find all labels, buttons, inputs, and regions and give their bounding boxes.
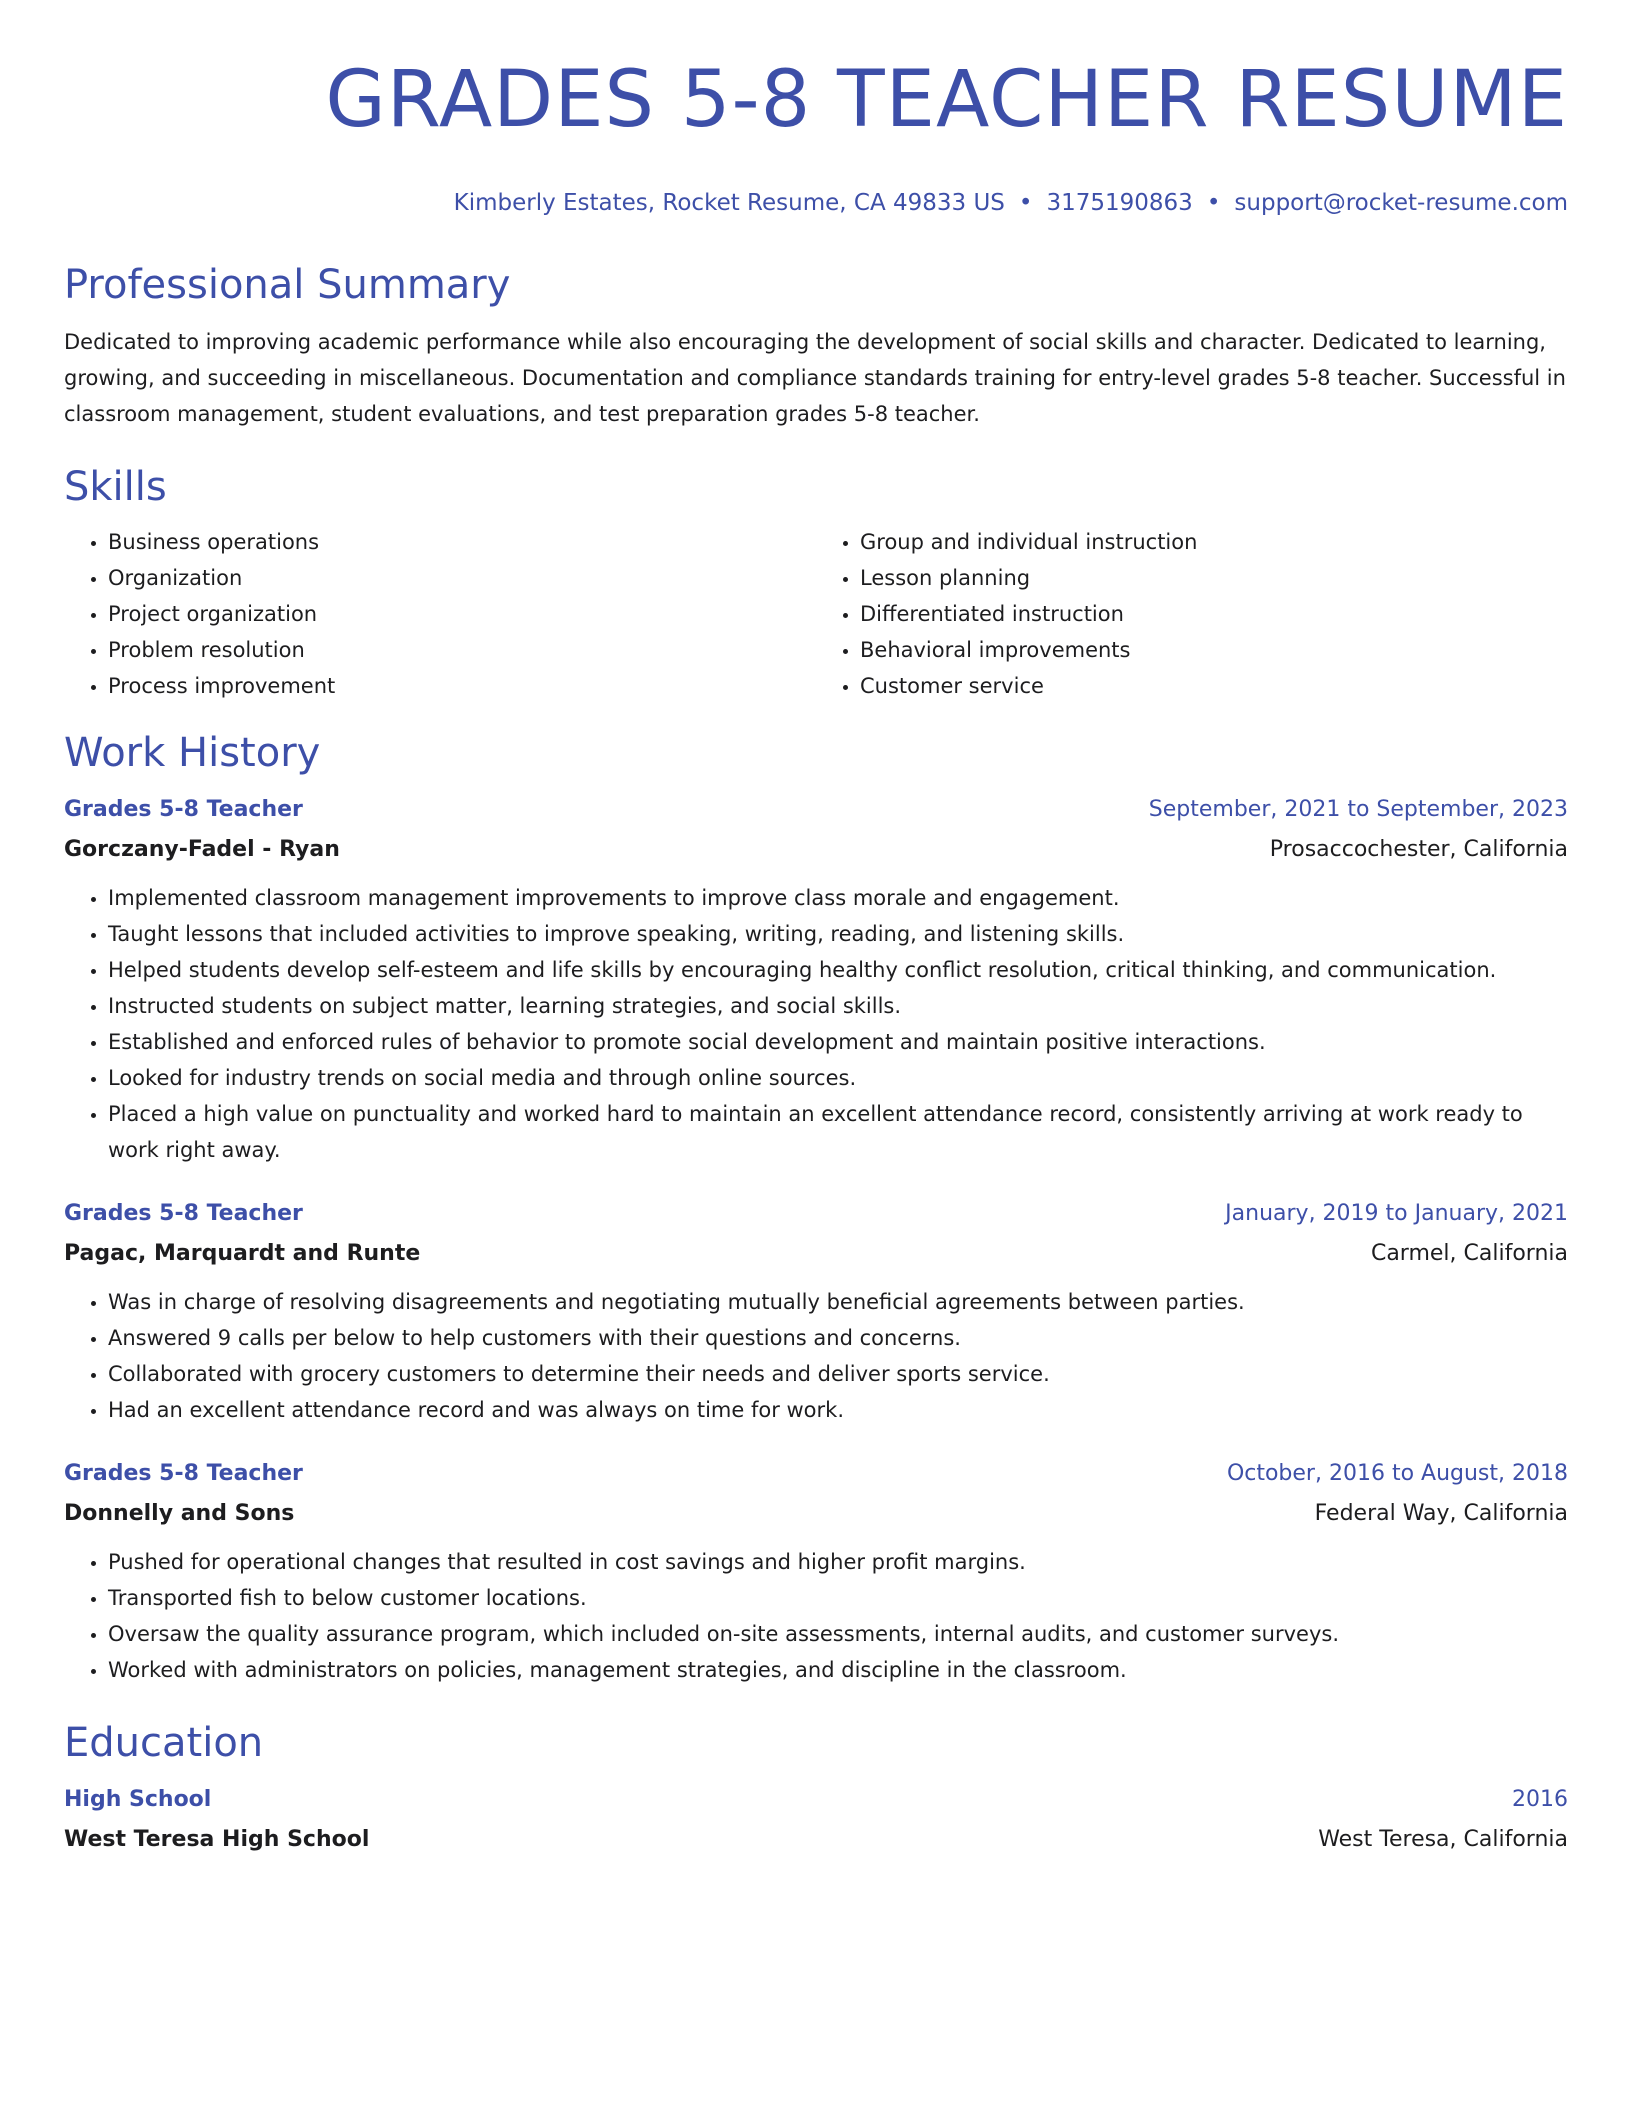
summary-heading: Professional Summary <box>64 262 511 308</box>
summary-text: Dedicated to improving academic performance while also encouraging the development of social skills and character. Dedicated to learning, growing, and succeeding in miscellaneous. Documentation and compliance standards training for entry-level grades 5-8 teacher. Successful in classroom management, student evaluations, and test preparation grades 5-8 teacher. <box>64 330 1566 426</box>
separator-dot: • <box>1206 190 1221 216</box>
job-bullet: • Was in charge of resolving disagreements and negotiating mutually beneficial agreements between parties. <box>108 1284 1568 1320</box>
job-company: Gorczany-Fadel - Ryan <box>64 837 340 862</box>
skill-item: • Business operations <box>108 524 816 560</box>
email[interactable]: support@rocket-resume.com <box>1234 190 1568 216</box>
job-dates: January, 2019 to January, 2021 <box>1225 1201 1568 1226</box>
phone: 3175190863 <box>1046 190 1193 216</box>
job-bullet: • Collaborated with grocery customers to determine their needs and deliver sports service. <box>108 1356 1568 1392</box>
job-bullet: • Transported fish to below customer locations. <box>108 1580 1568 1616</box>
job-dates: September, 2021 to September, 2023 <box>1148 797 1568 822</box>
resume-page <box>64 52 1568 1860</box>
job-location: Federal Way, California <box>1314 1501 1568 1526</box>
skill-item: • Project organization <box>108 596 816 632</box>
job-title: Grades 5-8 Teacher <box>64 797 303 822</box>
graduation-year: 2016 <box>1512 1787 1568 1812</box>
skill-item: • Problem resolution <box>108 632 816 668</box>
job-bullet: • Looked for industry trends on social media and through online sources. <box>108 1060 1568 1096</box>
job-entry <box>64 1194 1568 1428</box>
job-entry <box>64 1454 1568 1688</box>
job-dates: October, 2016 to August, 2018 <box>1226 1461 1568 1486</box>
school-location: West Teresa, California <box>1318 1827 1568 1852</box>
job-bullet: • Pushed for operational changes that resulted in cost savings and higher profit margins. <box>108 1544 1568 1580</box>
job-bullet: • Established and enforced rules of behavior to promote social development and maintain positive interactions. <box>108 1024 1568 1060</box>
job-title: Grades 5-8 Teacher <box>64 1201 303 1226</box>
job-entry <box>64 790 1568 1168</box>
skill-item: • Lesson planning <box>860 560 1568 596</box>
job-location: Prosaccochester, California <box>1269 837 1568 862</box>
job-location: Carmel, California <box>1370 1241 1568 1266</box>
skill-item: • Customer service <box>860 668 1568 704</box>
address: Kimberly Estates, Rocket Resume, CA 49833 US <box>453 190 1005 216</box>
job-bullet: • Answered 9 calls per below to help customers with their questions and concerns. <box>108 1320 1568 1356</box>
skill-item: • Process improvement <box>108 668 816 704</box>
job-company: Donnelly and Sons <box>64 1501 295 1526</box>
job-bullet: • Had an excellent attendance record and was always on time for work. <box>108 1392 1568 1428</box>
skill-item: • Organization <box>108 560 816 596</box>
job-bullets <box>64 1284 1568 1428</box>
job-bullet: • Helped students develop self-esteem and life skills by encouraging healthy conflict resolution, critical thinking, and communication. <box>108 952 1568 988</box>
skills-column-right <box>816 524 1568 704</box>
job-bullet: • Implemented classroom management improvements to improve class morale and engagement. <box>108 880 1568 916</box>
resume-title: GRADES 5-8 TEACHER RESUME <box>325 55 1568 145</box>
job-title: Grades 5-8 Teacher <box>64 1461 303 1486</box>
job-bullet: • Taught lessons that included activities to improve speaking, writing, reading, and listening skills. <box>108 916 1568 952</box>
school-name: West Teresa High School <box>64 1827 370 1852</box>
education-entry <box>64 1780 1568 1860</box>
work-history-heading: Work History <box>64 730 321 776</box>
education-heading: Education <box>64 1720 264 1766</box>
skills-heading: Skills <box>64 464 167 510</box>
job-bullet: • Instructed students on subject matter, learning strategies, and social skills. <box>108 988 1568 1024</box>
skill-item: • Differentiated instruction <box>860 596 1568 632</box>
job-bullet: • Placed a high value on punctuality and worked hard to maintain an excellent attendance record, consistently arriving at work ready to work right away. <box>108 1096 1568 1168</box>
job-bullet: • Worked with administrators on policies, management strategies, and discipline in the classroom. <box>108 1652 1568 1688</box>
job-bullets <box>64 880 1568 1168</box>
skills-list <box>64 524 1568 704</box>
skills-column-left <box>64 524 816 704</box>
job-bullets <box>64 1544 1568 1688</box>
contact-line <box>64 188 1568 218</box>
skill-item: • Behavioral improvements <box>860 632 1568 668</box>
job-bullet: • Oversaw the quality assurance program, which included on-site assessments, internal audits, and customer surveys. <box>108 1616 1568 1652</box>
degree: High School <box>64 1787 212 1812</box>
skill-item: • Group and individual instruction <box>860 524 1568 560</box>
job-company: Pagac, Marquardt and Runte <box>64 1241 421 1266</box>
separator-dot: • <box>1018 190 1033 216</box>
